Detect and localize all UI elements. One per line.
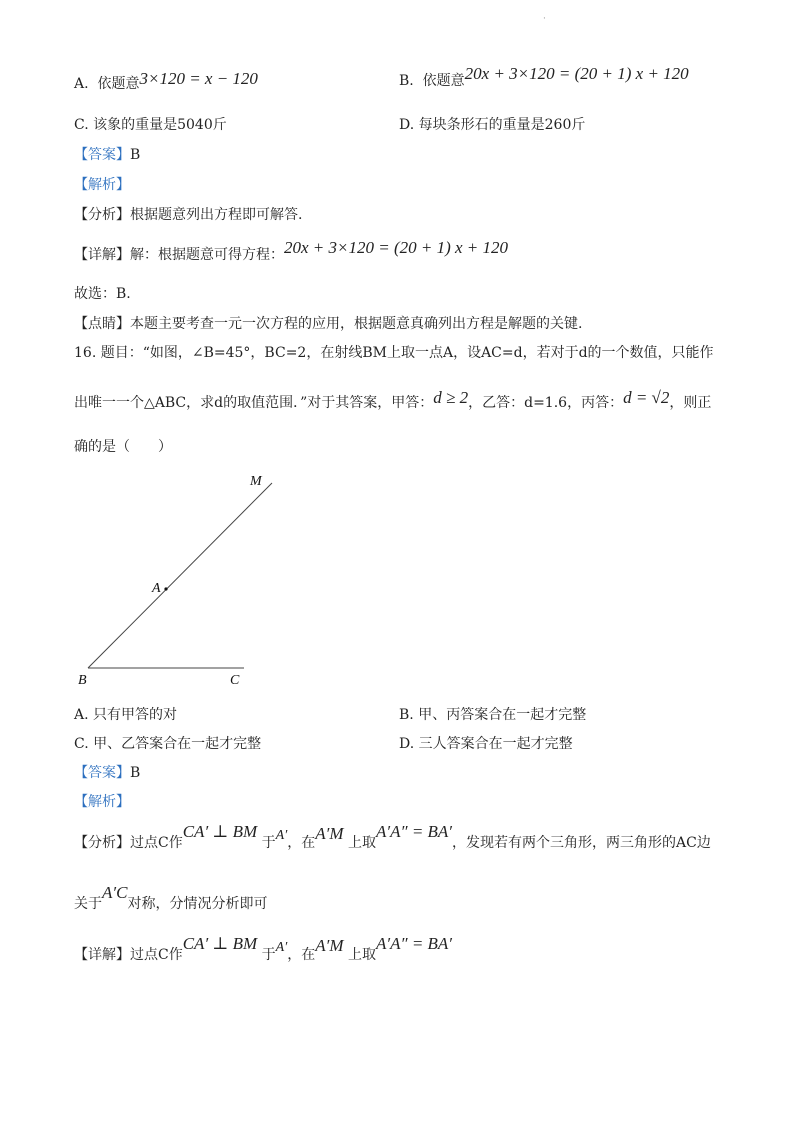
comment-tag: 【点睛】 (74, 316, 130, 332)
q16-detail-yu: 于 (261, 947, 276, 963)
q16-yu: 于 (261, 835, 276, 851)
q16-math-perp: CA′ ⊥ BM (182, 822, 258, 841)
q16-answer-tag: 【答案】 (74, 765, 130, 781)
q16-fenxi-row (74, 822, 711, 852)
comment-text: 本题主要考查一元一次方程的应用，根据题意真确列出方程是解题的关键. (130, 316, 583, 332)
label-b: B (78, 673, 87, 688)
q16-guanyu: 关于 (74, 896, 102, 912)
label-m: M (250, 474, 262, 489)
label-c: C (230, 673, 240, 688)
q16-shangqu: 上取 (348, 835, 376, 851)
q16-math-eq: A′A″ = BA′ (376, 822, 453, 841)
q16-detail-math-perp: CA′ ⊥ BM (182, 934, 258, 953)
q16-detail-row (74, 934, 453, 964)
q16-fenxi-a: 过点C作 (130, 835, 183, 851)
option-b-text: 依题意 (422, 73, 465, 89)
option-a-math: 3×120 = x − 120 (139, 69, 258, 88)
q16-detail-math-apm: A′M (315, 936, 344, 955)
q16-detail-zai: ，在 (287, 947, 316, 963)
fenxi-tag: 【分析】 (74, 207, 130, 223)
q16-option-d: D. 三人答案合在一起才完整 (399, 736, 573, 752)
detail-tag: 【详解】 (74, 247, 130, 263)
q16-line2a: 出唯一一个△ABC，求d的取值范围．”对于其答案，甲答： (74, 395, 434, 411)
q16-zai: ，在 (287, 835, 316, 851)
q16-line2b: ，乙答：d=1.6，丙答： (468, 395, 624, 411)
analysis-tag: 【解析】 (74, 177, 130, 193)
q16-detail-math-aprime: A′ (275, 940, 288, 955)
option-d: D. 每块条形石的重量是260斤 (399, 117, 586, 133)
q16-answer-value: B (130, 765, 141, 781)
answer-value: B (130, 147, 141, 163)
detail-text: 解：根据题意可得方程： (130, 247, 284, 263)
option-b-math: 20x + 3×120 = (20 + 1) x + 120 (464, 64, 689, 83)
q16-option-a: A. 只有甲答的对 (74, 707, 178, 723)
q16-fenxi-b: ，发现若有两个三角形，两三角形的AC边 (452, 835, 711, 851)
q16-line2c: ，则正 (669, 395, 712, 411)
point-a (164, 587, 167, 590)
q16-line3: 确的是（ ） (74, 439, 172, 455)
q16-fenxi-c: 对称，分情况分析即可 (127, 896, 268, 912)
q16-option-b: B. 甲、丙答案合在一起才完整 (399, 707, 587, 723)
option-a-label: A. (74, 76, 89, 92)
q16-math-aprime: A′ (275, 828, 288, 843)
q16-detail-math-eq: A′A″ = BA′ (376, 934, 453, 953)
q16-detail-shangqu: 上取 (348, 947, 376, 963)
answer-tag: 【答案】 (74, 147, 130, 163)
q16-option-c: C. 甲、乙答案合在一起才完整 (74, 736, 262, 752)
q16-analysis-tag: 【解析】 (74, 794, 130, 810)
q16-detail-tag: 【详解】 (74, 947, 130, 963)
q16-answer-row (74, 762, 140, 782)
label-a: A (152, 581, 161, 596)
q16-math-d-ge-2: d ≥ 2 (433, 388, 469, 407)
q16-fenxi-row2 (74, 883, 268, 913)
option-c: C. 该象的重量是5040斤 (74, 117, 227, 133)
detail-math: 20x + 3×120 = (20 + 1) x + 120 (284, 238, 509, 257)
option-a-text: 依题意 (97, 76, 140, 92)
q16-detail-a: 过点C作 (130, 947, 183, 963)
q16-math-d-eq-sqrt2: d = √2 (623, 388, 670, 407)
q16-line1: 16. 题目：“如图，∠B=45°，BC=2，在射线BM上取一点A，设AC=d，若对于d的一个数值，只能作 (74, 345, 714, 361)
choice-line: 故选：B. (74, 286, 131, 302)
q16-fenxi-tag: 【分析】 (74, 835, 130, 851)
fenxi-text: 根据题意列出方程即可解答. (130, 207, 303, 223)
q16-math-apm: A′M (315, 824, 344, 843)
ray-bm (88, 483, 272, 668)
q16-math-apc: A′C (102, 883, 128, 902)
option-b-label: B. (399, 73, 414, 89)
page-mark: · (543, 14, 546, 24)
